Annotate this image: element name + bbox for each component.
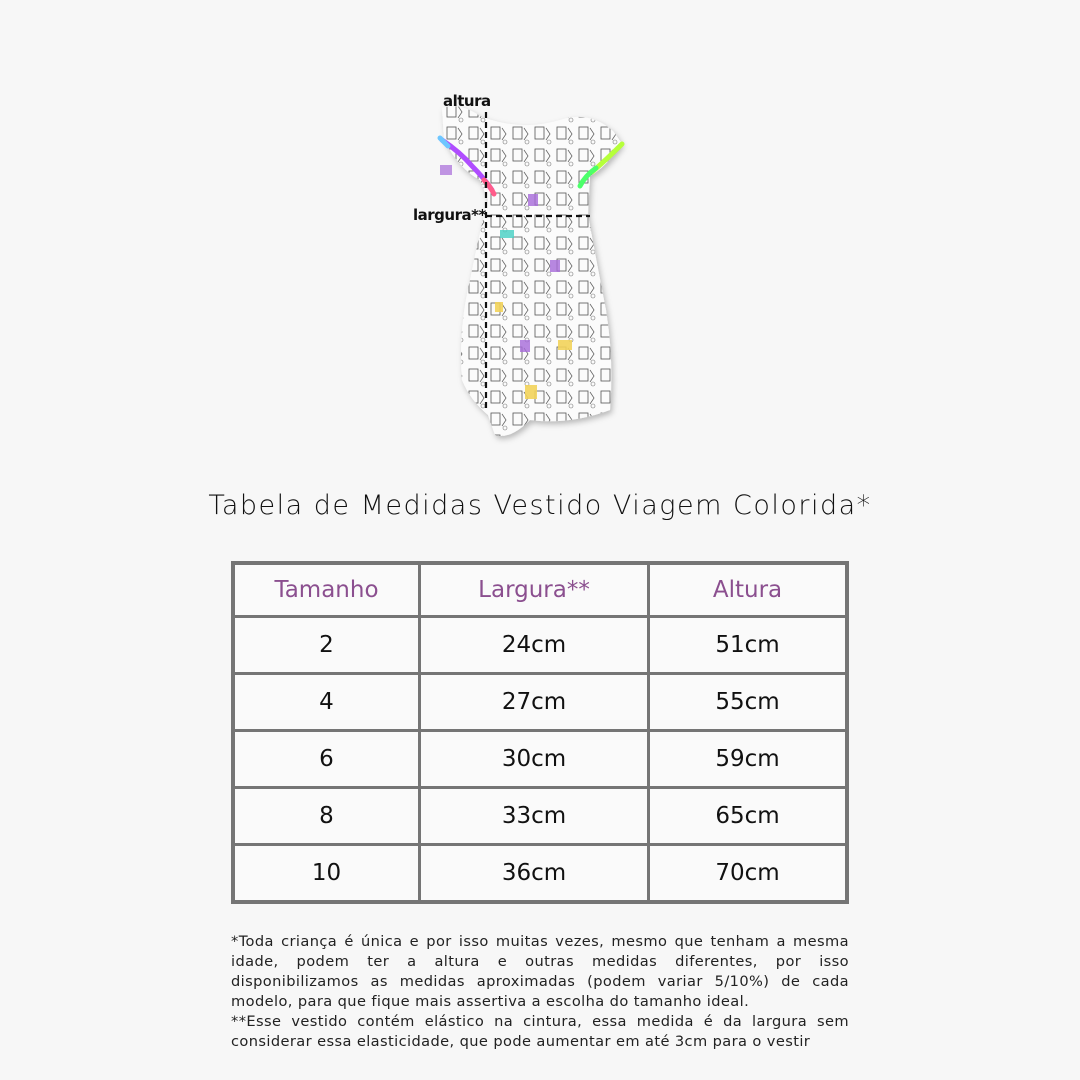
width-annotation-label: largura** (413, 206, 486, 224)
cell-height: 65cm (649, 788, 848, 845)
cell-width: 27cm (420, 674, 649, 731)
table-row (233, 617, 847, 674)
cell-size: 10 (233, 845, 420, 903)
footnote-age-variation: *Toda criança é única e por isso muitas vezes, mesmo que tenham a mesma idade, podem ter a altura e outras medidas diferentes, por isso disponibilizamos as medidas aproximadas (podem variar 5/10%) de cada modelo, para que fique mais assertiva a escolha do tamanho ideal. (231, 933, 849, 1010)
table-row (233, 674, 847, 731)
cell-height: 70cm (649, 845, 848, 903)
dress-illustration (400, 80, 660, 450)
table-row (233, 845, 847, 903)
cell-size: 6 (233, 731, 420, 788)
footnotes (231, 932, 849, 1052)
table-row (233, 788, 847, 845)
table-header-row (233, 563, 847, 617)
header-width: Largura** (420, 563, 649, 617)
cell-size: 4 (233, 674, 420, 731)
header-height: Altura (649, 563, 848, 617)
cell-width: 36cm (420, 845, 649, 903)
cell-height: 59cm (649, 731, 848, 788)
header-size: Tamanho (233, 563, 420, 617)
cell-size: 8 (233, 788, 420, 845)
page-title: Tabela de Medidas Vestido Viagem Colorida* (208, 490, 872, 521)
height-annotation-label: altura (443, 92, 491, 110)
cell-width: 24cm (420, 617, 649, 674)
size-chart-table (231, 561, 849, 904)
cell-width: 30cm (420, 731, 649, 788)
footnote-elastic-waist: **Esse vestido contém elástico na cintura, essa medida é da largura sem considerar essa elasticidade, que pode aumentar em até 3cm para o vestir (231, 1013, 849, 1050)
cell-width: 33cm (420, 788, 649, 845)
cell-height: 55cm (649, 674, 848, 731)
dress-photo (400, 80, 660, 450)
cell-height: 51cm (649, 617, 848, 674)
cell-size: 2 (233, 617, 420, 674)
table-row (233, 731, 847, 788)
